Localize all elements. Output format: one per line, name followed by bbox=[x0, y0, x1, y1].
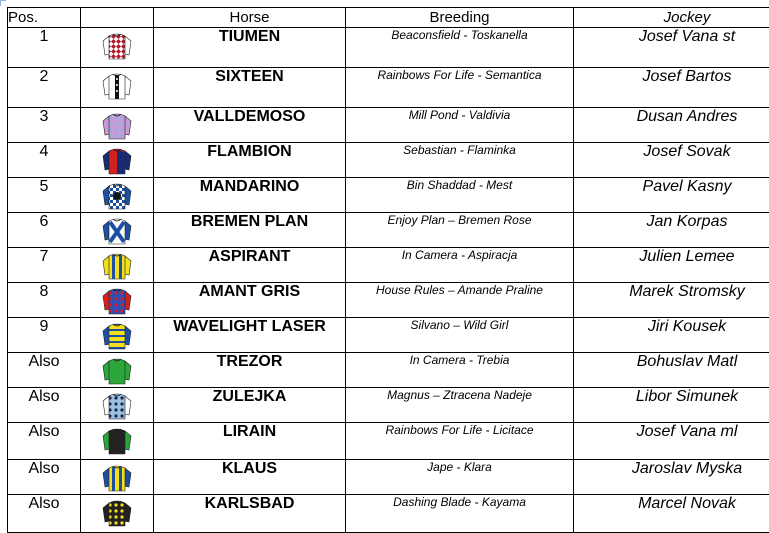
table-row bbox=[8, 108, 769, 143]
jockey-cell: Pavel Kasny bbox=[574, 178, 769, 213]
table-row bbox=[8, 213, 769, 248]
silk-cell bbox=[81, 213, 154, 248]
horse-cell: MANDARINO bbox=[154, 178, 346, 213]
silk-cell bbox=[81, 283, 154, 318]
breeding-cell: In Camera - Trebia bbox=[346, 353, 574, 388]
breeding-cell: Rainbows For Life - Semantica bbox=[346, 68, 574, 108]
silk-cell bbox=[81, 460, 154, 495]
horse-cell: ASPIRANT bbox=[154, 248, 346, 283]
position-cell: Also bbox=[8, 495, 81, 533]
position-cell: Also bbox=[8, 353, 81, 388]
table-row bbox=[8, 460, 769, 495]
silk-cell bbox=[81, 423, 154, 460]
jockey-cell: Josef Bartos bbox=[574, 68, 769, 108]
horse-cell: FLAMBION bbox=[154, 143, 346, 178]
position-cell: Also bbox=[8, 460, 81, 495]
jockey-cell: Jiri Kousek bbox=[574, 318, 769, 353]
jockey-cell: Julien Lemee bbox=[574, 248, 769, 283]
jockey-cell: Josef Vana st bbox=[574, 28, 769, 68]
silk-cell bbox=[81, 178, 154, 213]
results-table bbox=[7, 7, 769, 533]
horse-cell: VALLDEMOSO bbox=[154, 108, 346, 143]
position-cell: 7 bbox=[8, 248, 81, 283]
table-row bbox=[8, 353, 769, 388]
table-row bbox=[8, 423, 769, 460]
jockey-silk-icon bbox=[101, 249, 133, 282]
jockey-cell: Libor Simunek bbox=[574, 388, 769, 423]
table-row bbox=[8, 28, 769, 68]
position-cell: 2 bbox=[8, 68, 81, 108]
horse-cell: TREZOR bbox=[154, 353, 346, 388]
horse-cell: BREMEN PLAN bbox=[154, 213, 346, 248]
jockey-silk-icon bbox=[101, 179, 133, 212]
silk-cell bbox=[81, 108, 154, 143]
jockey-silk-icon bbox=[101, 496, 133, 529]
horse-cell: SIXTEEN bbox=[154, 68, 346, 108]
jockey-cell: Josef Sovak bbox=[574, 143, 769, 178]
table-row bbox=[8, 283, 769, 318]
position-cell: 5 bbox=[8, 178, 81, 213]
horse-cell: LIRAIN bbox=[154, 423, 346, 460]
horse-cell: ZULEJKA bbox=[154, 388, 346, 423]
horse-cell: KLAUS bbox=[154, 460, 346, 495]
header-pos: Pos. bbox=[8, 8, 81, 28]
table-row bbox=[8, 68, 769, 108]
table-row bbox=[8, 178, 769, 213]
table-row bbox=[8, 248, 769, 283]
horse-cell: WAVELIGHT LASER bbox=[154, 318, 346, 353]
silk-cell bbox=[81, 388, 154, 423]
silk-cell bbox=[81, 353, 154, 388]
position-cell: Also bbox=[8, 388, 81, 423]
breeding-cell: Beaconsfield - Toskanella bbox=[346, 28, 574, 68]
breeding-cell: Dashing Blade - Kayama bbox=[346, 495, 574, 533]
jockey-cell: Josef Vana ml bbox=[574, 423, 769, 460]
position-cell: 4 bbox=[8, 143, 81, 178]
breeding-cell: Rainbows For Life - Licitace bbox=[346, 423, 574, 460]
breeding-cell: In Camera - Aspiracja bbox=[346, 248, 574, 283]
corner-marker bbox=[0, 0, 6, 6]
position-cell: 6 bbox=[8, 213, 81, 248]
jockey-silk-icon bbox=[101, 461, 133, 494]
jockey-silk-icon bbox=[101, 424, 133, 457]
position-cell: 1 bbox=[8, 28, 81, 68]
jockey-silk-icon bbox=[101, 319, 133, 352]
jockey-cell: Bohuslav Matl bbox=[574, 353, 769, 388]
table-row bbox=[8, 318, 769, 353]
silk-cell bbox=[81, 68, 154, 108]
position-cell: 8 bbox=[8, 283, 81, 318]
breeding-cell: Jape - Klara bbox=[346, 460, 574, 495]
horse-cell: AMANT GRIS bbox=[154, 283, 346, 318]
breeding-cell: Sebastian - Flaminka bbox=[346, 143, 574, 178]
jockey-cell: Jaroslav Myska bbox=[574, 460, 769, 495]
header-silk bbox=[81, 8, 154, 28]
horse-cell: TIUMEN bbox=[154, 28, 346, 68]
breeding-cell: Enjoy Plan – Bremen Rose bbox=[346, 213, 574, 248]
table-row bbox=[8, 388, 769, 423]
jockey-silk-icon bbox=[101, 29, 133, 62]
breeding-cell: Magnus – Ztracena Nadeje bbox=[346, 388, 574, 423]
table-row bbox=[8, 143, 769, 178]
header-row bbox=[8, 8, 769, 28]
silk-cell bbox=[81, 28, 154, 68]
jockey-silk-icon bbox=[101, 284, 133, 317]
silk-cell bbox=[81, 248, 154, 283]
silk-cell bbox=[81, 143, 154, 178]
jockey-silk-icon bbox=[101, 69, 133, 102]
jockey-silk-icon bbox=[101, 354, 133, 387]
jockey-silk-icon bbox=[101, 109, 133, 142]
jockey-cell: Jan Korpas bbox=[574, 213, 769, 248]
jockey-cell: Marcel Novak bbox=[574, 495, 769, 533]
position-cell: 9 bbox=[8, 318, 81, 353]
header-jockey: Jockey bbox=[574, 8, 769, 28]
position-cell: 3 bbox=[8, 108, 81, 143]
breeding-cell: Silvano – Wild Girl bbox=[346, 318, 574, 353]
horse-cell: KARLSBAD bbox=[154, 495, 346, 533]
breeding-cell: Bin Shaddad - Mest bbox=[346, 178, 574, 213]
header-horse: Horse bbox=[154, 8, 346, 28]
header-breeding: Breeding bbox=[346, 8, 574, 28]
jockey-cell: Marek Stromsky bbox=[574, 283, 769, 318]
jockey-cell: Dusan Andres bbox=[574, 108, 769, 143]
jockey-silk-icon bbox=[101, 389, 133, 422]
breeding-cell: House Rules – Amande Praline bbox=[346, 283, 574, 318]
jockey-silk-icon bbox=[101, 144, 133, 177]
breeding-cell: Mill Pond - Valdivia bbox=[346, 108, 574, 143]
silk-cell bbox=[81, 318, 154, 353]
jockey-silk-icon bbox=[101, 214, 133, 247]
position-cell: Also bbox=[8, 423, 81, 460]
